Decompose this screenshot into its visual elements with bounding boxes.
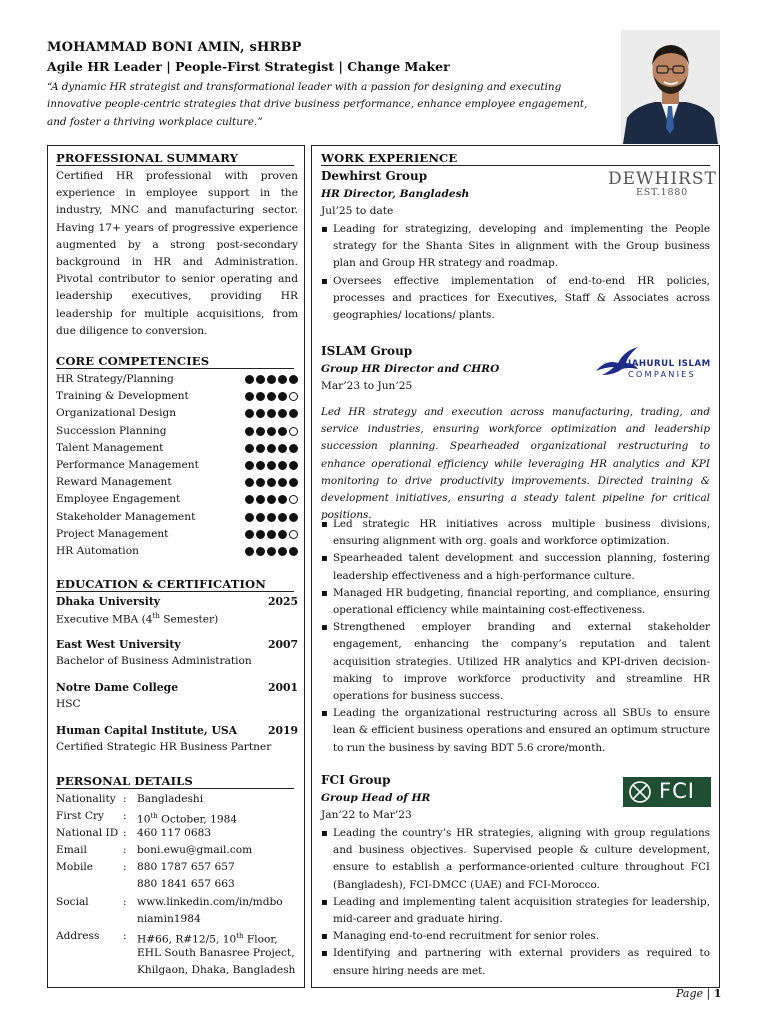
school-name: Human Capital Institute, USA <box>56 724 238 737</box>
filled-dot-icon <box>289 409 298 418</box>
education-detail: Certified Strategic HR Business Partner <box>56 741 272 753</box>
rating-dots <box>245 388 298 401</box>
rating-dots <box>245 405 298 418</box>
fci-emblem-icon <box>625 777 655 807</box>
page-label: Page | <box>676 987 711 1000</box>
job-bullets <box>321 516 710 757</box>
filled-dot-icon <box>245 375 254 384</box>
filled-dot-icon <box>278 495 287 504</box>
competency-label: Reward Management <box>56 476 172 489</box>
competency-label: Training & Development <box>56 390 189 403</box>
filled-dot-icon <box>278 409 287 418</box>
filled-dot-icon <box>256 547 265 556</box>
empty-dot-icon <box>289 530 298 539</box>
job-title: Group Head of HR <box>321 792 431 804</box>
day-number: 10 <box>137 813 151 826</box>
school-name: Dhaka University <box>56 595 161 608</box>
competency-row <box>56 405 298 422</box>
education-heading: EDUCATION & CERTIFICATION <box>56 577 266 591</box>
rating-dots <box>245 509 298 522</box>
competency-row <box>56 423 298 440</box>
field-label: Mobile <box>56 861 94 873</box>
competency-label: Project Management <box>56 527 169 540</box>
rating-dots <box>245 371 298 384</box>
filled-dot-icon <box>245 478 254 487</box>
rating-dots <box>245 526 298 539</box>
competency-row <box>56 388 298 405</box>
field-label: Email <box>56 844 87 856</box>
filled-dot-icon <box>267 409 276 418</box>
profile-photo <box>621 30 720 144</box>
filled-dot-icon <box>256 444 265 453</box>
education-year: 2019 <box>267 724 298 737</box>
filled-dot-icon <box>256 427 265 436</box>
linkedin-link-cont[interactable]: niamin1984 <box>137 913 201 925</box>
company-name: ISLAM Group <box>321 344 413 358</box>
filled-dot-icon <box>278 375 287 384</box>
bullet-item: ▪ Identifying and partnering with external providers as required to ensure hiring needs are met. <box>321 945 710 979</box>
rating-dots <box>245 440 298 453</box>
left-column <box>47 145 305 988</box>
page-number <box>676 987 721 1000</box>
filled-dot-icon <box>245 392 254 401</box>
rating-dots <box>245 423 298 436</box>
filled-dot-icon <box>289 547 298 556</box>
portrait-illustration <box>621 30 720 144</box>
bullet-item: ▪ Leading the organizational restructuring across all SBUs to ensure lean & efficient business operations and ensured an optimum structure to run the business by saving BDT 5.6 crore/month. <box>321 705 710 757</box>
filled-dot-icon <box>278 444 287 453</box>
logo-subtitle: COMPANIES <box>628 369 696 379</box>
rating-dots <box>245 491 298 504</box>
bullet-item: ▪ Leading the country’s HR strategies, aligning with group regulations and business objectives. Supervised people & culture development, ensure to establish a performance-oriented culture throughout FCI (Bangladesh), FCI-DMCC (UAE) and FCI-Morocco. <box>321 825 710 894</box>
filled-dot-icon <box>256 513 265 522</box>
job-dates: Jul’25 to date <box>321 205 394 217</box>
competency-row <box>56 526 298 543</box>
field-value: Bangladeshi <box>137 793 204 805</box>
competency-label: Stakeholder Management <box>56 510 196 523</box>
field-colon: : <box>123 810 127 822</box>
filled-dot-icon <box>245 409 254 418</box>
competency-row <box>56 491 298 508</box>
competency-row <box>56 543 298 560</box>
rating-dots <box>245 474 298 487</box>
bullet-item: ▪ Leading and implementing talent acquisition strategies for leadership, mid-career and graduate hiring. <box>321 894 710 928</box>
filled-dot-icon <box>267 547 276 556</box>
filled-dot-icon <box>278 427 287 436</box>
competency-label: HR Automation <box>56 545 139 557</box>
field-colon: : <box>123 861 127 873</box>
education-school <box>56 638 298 651</box>
competency-row <box>56 457 298 474</box>
filled-dot-icon <box>289 478 298 487</box>
ordinal-suffix: th <box>150 812 158 820</box>
education-detail <box>56 612 298 626</box>
ordinal-suffix: th <box>152 612 160 620</box>
page-number-value: 1 <box>713 987 722 1000</box>
field-label: First Cry <box>56 810 105 822</box>
job-bullets <box>321 221 710 324</box>
filled-dot-icon <box>267 392 276 401</box>
education-detail: HSC <box>56 698 81 710</box>
education-year: 2025 <box>267 595 298 608</box>
filled-dot-icon <box>289 375 298 384</box>
competency-row <box>56 474 298 491</box>
candidate-name: MOHAMMAD BONI AMIN, sHRBP <box>47 40 302 55</box>
month-year: October, 1984 <box>157 813 238 826</box>
filled-dot-icon <box>245 513 254 522</box>
address-text: H#66, R#12/5, 10 <box>137 933 237 946</box>
section-divider <box>56 591 294 592</box>
phone-number: 880 1787 657 657 <box>137 861 235 873</box>
school-name: Notre Dame College <box>56 681 179 694</box>
company-name: FCI Group <box>321 773 391 787</box>
bullet-item: ▪ Strengthened employer branding and external stakeholder engagement, enhancing the company’s reputation and talent acquisition strategies. Utilized HR analytics and KPI-driven decision-making to improve workforce productivity and streamline HR operations for business success. <box>321 619 710 705</box>
field-colon: : <box>123 793 127 805</box>
filled-dot-icon <box>278 392 287 401</box>
bullet-item: ▪ Led strategic HR initiatives across multiple business divisions, ensuring alignment with org. goals and workforce optimization. <box>321 516 710 550</box>
filled-dot-icon <box>267 375 276 384</box>
field-colon: : <box>123 844 127 856</box>
filled-dot-icon <box>289 444 298 453</box>
bullet-item: ▪ Leading for strategizing, developing and implementing the People strategy for the Shanta Sites in alignment with the Group business plan and Group HR strategy and roadmap. <box>321 221 710 273</box>
bullet-item: ▪ Managed HR budgeting, financial reporting, and compliance, ensuring operational efficiency while maintaining cost-effectiveness. <box>321 585 710 619</box>
competency-label: Succession Planning <box>56 424 167 437</box>
filled-dot-icon <box>267 427 276 436</box>
filled-dot-icon <box>278 530 287 539</box>
field-colon: : <box>123 896 127 908</box>
dewhirst-logo <box>608 169 716 198</box>
competency-row <box>56 371 298 388</box>
competency-row <box>56 440 298 457</box>
school-name: East West University <box>56 638 181 651</box>
field-label: Address <box>56 930 100 942</box>
empty-dot-icon <box>289 427 298 436</box>
education-school <box>56 681 298 694</box>
address-text-end: Floor, <box>243 933 278 946</box>
tagline: Agile HR Leader | People-First Strategist | Change Maker <box>47 59 450 74</box>
filled-dot-icon <box>267 495 276 504</box>
logo-established: EST.1880 <box>636 187 688 198</box>
competency-label: Employee Engagement <box>56 493 181 506</box>
ordinal-suffix: th <box>236 932 244 940</box>
filled-dot-icon <box>256 495 265 504</box>
filled-dot-icon <box>267 444 276 453</box>
filled-dot-icon <box>267 478 276 487</box>
filled-dot-icon <box>267 461 276 470</box>
filled-dot-icon <box>267 513 276 522</box>
professional-summary-heading: PROFESSIONAL SUMMARY <box>56 151 239 165</box>
filled-dot-icon <box>245 495 254 504</box>
filled-dot-icon <box>267 530 276 539</box>
personal-details-heading: PERSONAL DETAILS <box>56 774 193 788</box>
bullet-item: ▪ Spearheaded talent development and succession planning, fostering leadership effectiveness and a high-performance culture. <box>321 550 710 584</box>
filled-dot-icon <box>245 461 254 470</box>
filled-dot-icon <box>256 478 265 487</box>
bullet-item: ▪ Managing end-to-end recruitment for senior roles. <box>321 928 710 945</box>
education-year: 2007 <box>267 638 298 651</box>
empty-dot-icon <box>289 392 298 401</box>
empty-dot-icon <box>289 495 298 504</box>
education-school <box>56 724 298 737</box>
job-dates: Mar’23 to Jun’25 <box>321 380 413 392</box>
fci-logo <box>623 777 711 807</box>
filled-dot-icon <box>278 478 287 487</box>
job-bullets <box>321 825 710 980</box>
rating-dots <box>245 457 298 470</box>
job-dates: Jan’22 to Mar’23 <box>321 809 412 821</box>
logo-wordmark: DEWHIRST <box>608 169 717 189</box>
rating-dots <box>245 543 298 556</box>
section-divider <box>321 165 710 166</box>
filled-dot-icon <box>256 375 265 384</box>
section-divider <box>56 368 294 369</box>
competency-row <box>56 509 298 526</box>
filled-dot-icon <box>256 461 265 470</box>
filled-dot-icon <box>256 409 265 418</box>
degree-text: Executive MBA (4 <box>56 613 153 626</box>
logo-wordmark: JAHURUL ISLAM <box>628 359 711 369</box>
competency-label: HR Strategy/Planning <box>56 373 174 385</box>
competency-label: Performance Management <box>56 459 199 471</box>
education-year: 2001 <box>267 681 298 694</box>
job-title: HR Director, Bangladesh <box>321 188 470 200</box>
filled-dot-icon <box>245 444 254 453</box>
field-colon: : <box>123 930 127 942</box>
filled-dot-icon <box>256 530 265 539</box>
competency-label: Talent Management <box>56 441 164 454</box>
address-line: EHL South Banasree Project, <box>137 947 295 959</box>
filled-dot-icon <box>245 547 254 556</box>
degree-text-end: Semester) <box>159 613 219 626</box>
field-label: Nationality <box>56 793 116 805</box>
bullet-item: ▪ Oversees effective implementation of end-to-end HR policies, processes and practices for Executives, Staff & Associates across geographies/ locations/ plants. <box>321 273 710 325</box>
field-value: 460 117 0683 <box>137 827 212 839</box>
competency-label: Organizational Design <box>56 407 177 420</box>
filled-dot-icon <box>278 461 287 470</box>
education-detail: Bachelor of Business Administration <box>56 655 252 667</box>
professional-summary-text: Certified HR professional with proven experience in employee support in the industry, MNC and manufacturing sector. Having 17+ years of progressive experience augmented by a strong post-secondary background in HR and Administration. Pivotal contributor to senior operating and leadership executives, providing HR leadership for multiple acquisitions, from due diligence to conversion. <box>56 170 298 337</box>
filled-dot-icon <box>278 547 287 556</box>
phone-number: 880 1841 657 663 <box>137 878 235 890</box>
role-summary: Led HR strategy and execution across manufacturing, trading, and service industries, ensuring workforce optimization and leadership succession planning. Spearheaded organizational restructuring to enhance operational efficiency while leveraging HR analytics and KPI monitoring to drive productivity improvements. Directed training & development initiatives, ensuring a steady talent pipeline for critical positions. <box>321 406 710 522</box>
core-competencies-heading: CORE COMPETENCIES <box>56 354 210 368</box>
right-column <box>311 145 720 988</box>
education-school <box>56 595 298 608</box>
filled-dot-icon <box>256 392 265 401</box>
work-experience-heading: WORK EXPERIENCE <box>321 151 458 165</box>
company-name: Dewhirst Group <box>321 169 428 183</box>
address-line: Khilgaon, Dhaka, Bangladesh <box>137 964 296 976</box>
profile-quote: “A dynamic HR strategist and transformational leader with a passion for designing and executing innovative people-centric strategies that drive business performance, enhance employee engagement, and foster a thriving workplace culture.” <box>47 81 588 128</box>
section-divider <box>56 788 294 789</box>
filled-dot-icon <box>278 513 287 522</box>
field-label: Social <box>56 896 89 908</box>
field-label: National ID <box>56 827 119 839</box>
filled-dot-icon <box>245 427 254 436</box>
email-link[interactable]: boni.ewu@gmail.com <box>137 844 253 856</box>
linkedin-link[interactable]: www.linkedin.com/in/mdbo <box>137 896 283 908</box>
jahurul-islam-logo <box>594 345 716 385</box>
job-title: Group HR Director and CHRO <box>321 363 500 375</box>
field-colon: : <box>123 827 127 839</box>
filled-dot-icon <box>289 513 298 522</box>
section-divider <box>56 165 294 166</box>
filled-dot-icon <box>289 461 298 470</box>
filled-dot-icon <box>245 530 254 539</box>
logo-wordmark: FCI <box>659 779 695 803</box>
